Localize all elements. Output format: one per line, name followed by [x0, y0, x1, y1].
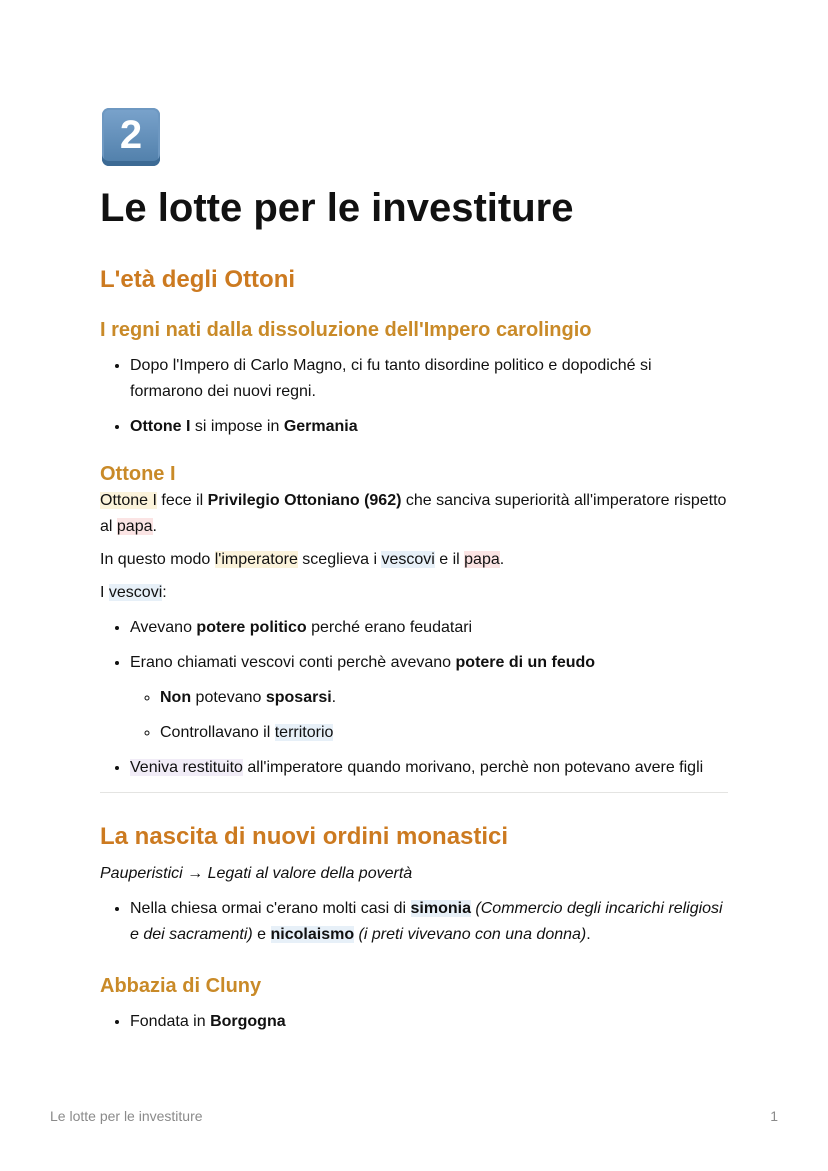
- subheading-cluny: Abbazia di Cluny: [100, 975, 262, 997]
- paragraph-vescovi: I vescovi:: [100, 584, 167, 601]
- list-item: • Ottone I si impose in Germania: [130, 414, 728, 440]
- divider: [100, 792, 728, 793]
- bullet-list-vescovi: [100, 615, 728, 781]
- section-heading-ottoni: L'età degli Ottoni: [100, 266, 296, 293]
- footer-page-number: 1: [770, 1108, 778, 1124]
- list-item: • Erano chiamati vescovi conti perchè avevano potere di un feudo ◦ Non potevano sposarsi. ◦ Controllavano il territorio: [130, 650, 728, 746]
- list-item: ◦ Non potevano sposarsi.: [160, 685, 728, 711]
- list-item: • Dopo l'Impero di Carlo Magno, ci fu tanto disordine politico e dopodiché si formarono dei nuovi regni.: [130, 353, 728, 405]
- intro-pauperistici: Pauperistici → Legati al valore della povertà: [100, 865, 413, 882]
- subheading-regni: I regni nati dalla dissoluzione dell'Impero carolingio: [100, 319, 592, 341]
- bullet-list-regni: [100, 353, 728, 440]
- page-title: Le lotte per le investiture: [100, 186, 574, 230]
- list-item: ◦ Controllavano il territorio: [160, 720, 728, 746]
- list-item: • Veniva restituito all'imperatore quando morivano, perchè non potevano avere figli: [130, 755, 728, 781]
- paragraph-privilegio: Ottone I fece il Privilegio Ottoniano (962) che sanciva superiorità all'imperatore rispetto al papa.: [100, 492, 727, 535]
- subheading-ottone: Ottone I: [100, 463, 176, 485]
- list-item: • Nella chiesa ormai c'erano molti casi di simonia (Commercio degli incarichi religiosi e dei sacramenti) e nicolaismo (i preti vivevano con una donna).: [130, 896, 728, 948]
- footer-title: Le lotte per le investiture: [50, 1108, 203, 1124]
- list-item: • Fondata in Borgogna: [130, 1009, 728, 1035]
- bullet-list-cluny: [100, 1009, 728, 1035]
- bullet-list-chiesa: [100, 896, 728, 948]
- document-page: [100, 108, 728, 1035]
- paragraph-imperatore: In questo modo l'imperatore sceglieva i vescovi e il papa.: [100, 551, 505, 568]
- section-heading-ordini: La nascita di nuovi ordini monastici: [100, 823, 509, 850]
- list-item: • Avevano potere politico perché erano feudatari: [130, 615, 728, 641]
- number-two-keycap-icon: 2: [102, 108, 160, 166]
- sub-bullet-list: [130, 685, 728, 746]
